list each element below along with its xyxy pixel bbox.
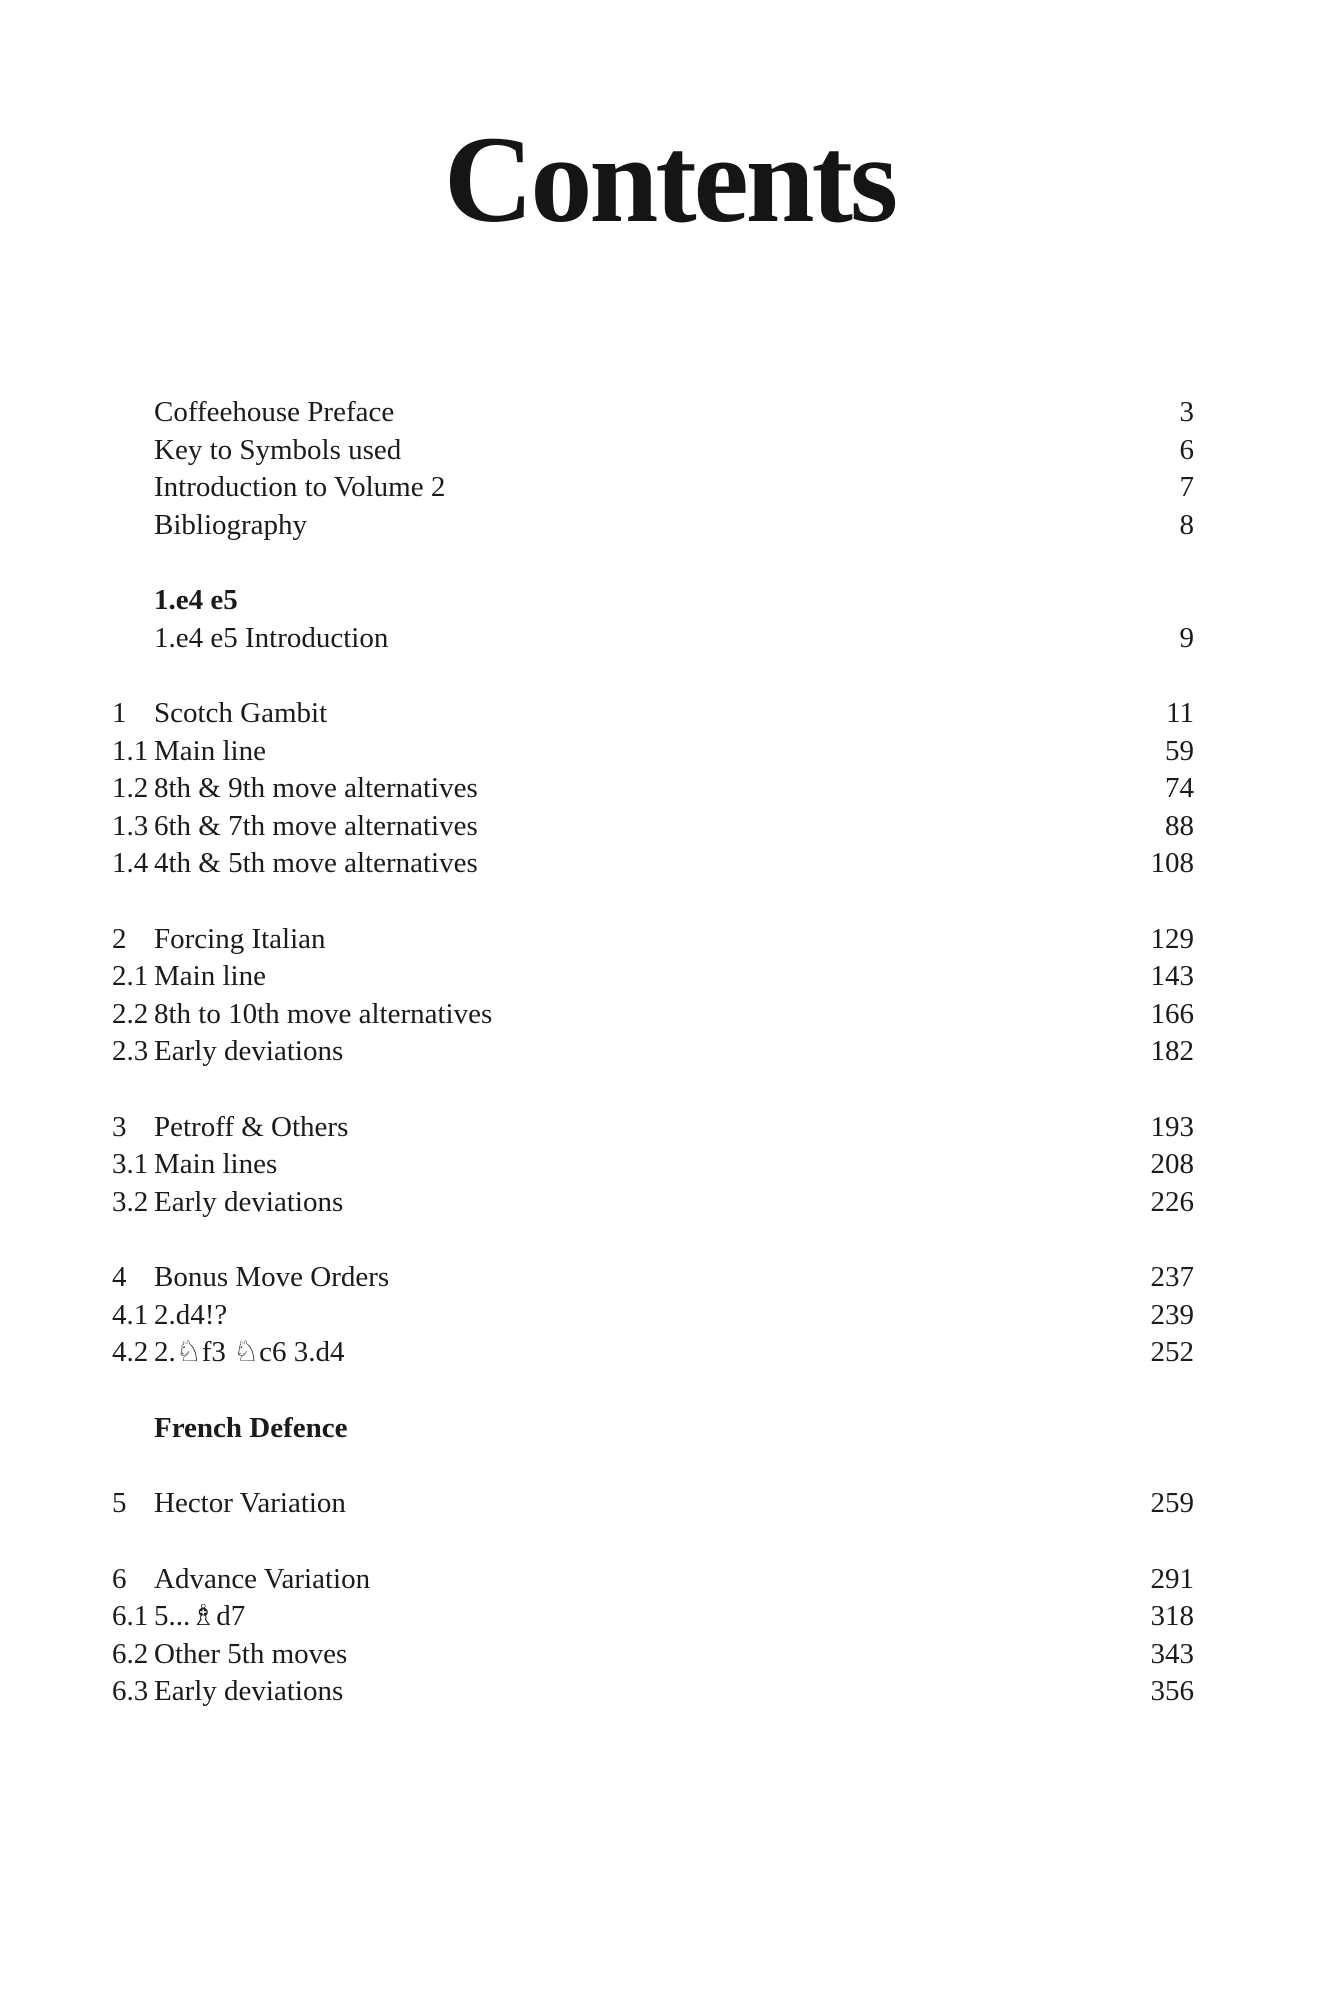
toc-entry-page: 74 (1165, 772, 1194, 805)
toc-entry-page: 7 (1179, 471, 1194, 504)
toc-entry-title: Hector Variation (154, 1487, 346, 1520)
toc-row (112, 469, 1194, 507)
toc-entry-number: 1.2 (112, 772, 149, 805)
toc-entry-title: 8th to 10th move alternatives (154, 997, 493, 1030)
toc-group (112, 695, 1194, 883)
toc-row (112, 1146, 1194, 1184)
toc-row (112, 1561, 1194, 1599)
toc-row (112, 1109, 1194, 1147)
toc-entry-number: 1.1 (112, 734, 149, 767)
toc-entry-page: 226 (1150, 1185, 1194, 1218)
toc-entry-number: 6.1 (112, 1600, 149, 1633)
toc-entry-page: 252 (1150, 1336, 1194, 1369)
toc-group (112, 1485, 1194, 1523)
toc-entry-title: Bonus Move Orders (154, 1261, 390, 1294)
toc-entry-page: 108 (1150, 847, 1194, 880)
toc-entry-page: 318 (1150, 1600, 1194, 1633)
toc-entry-title: Introduction to Volume 2 (154, 471, 446, 504)
toc-entry-number: 1.4 (112, 847, 149, 880)
toc-entry-page: 6 (1179, 433, 1194, 466)
toc-row (112, 733, 1194, 771)
toc-entry-page: 11 (1166, 697, 1194, 730)
toc-row (112, 996, 1194, 1034)
toc-entry-title: Bibliography (154, 508, 308, 541)
toc-row (112, 1033, 1194, 1071)
toc-entry-title: Main line (154, 960, 266, 993)
toc-entry-number: 2.2 (112, 997, 149, 1030)
toc-entry-number: 6 (112, 1562, 127, 1595)
toc-entry-title: Early deviations (154, 1035, 344, 1068)
toc-row (112, 1184, 1194, 1222)
toc-row (112, 394, 1194, 432)
toc-entry-page: 239 (1150, 1298, 1194, 1331)
toc-entry-page: 182 (1150, 1035, 1194, 1068)
toc-row (112, 921, 1194, 959)
contents-page (0, 112, 1339, 1711)
toc-entry-title: 4th & 5th move alternatives (154, 847, 478, 880)
toc-row (112, 958, 1194, 996)
toc-entry-number: 6.3 (112, 1675, 149, 1708)
toc-row (112, 620, 1194, 658)
toc-entry-title: Scotch Gambit (154, 697, 328, 730)
toc-group (112, 1109, 1194, 1222)
toc-entry-number: 3.2 (112, 1185, 149, 1218)
toc-entry-number: 2.3 (112, 1035, 149, 1068)
toc-entry-page: 59 (1165, 734, 1194, 767)
toc-entry-number: 3 (112, 1110, 127, 1143)
toc-entry-number: 2 (112, 922, 127, 955)
toc-entry-page: 291 (1150, 1562, 1194, 1595)
toc-entry-page: 9 (1179, 621, 1194, 654)
toc-row (112, 507, 1194, 545)
toc-entry-number: 4.2 (112, 1336, 149, 1369)
toc-group (112, 1259, 1194, 1372)
toc-row (112, 695, 1194, 733)
toc-entry-title: Main line (154, 734, 266, 767)
toc-entry-page: 129 (1150, 922, 1194, 955)
toc-entry-title: Coffeehouse Preface (154, 396, 395, 429)
toc-group (112, 921, 1194, 1071)
toc-entry-title: Early deviations (154, 1675, 344, 1708)
toc-entry-number: 1 (112, 697, 127, 730)
toc-entry-title: 6th & 7th move alternatives (154, 809, 478, 842)
toc-group (112, 1561, 1194, 1711)
toc-entry-title: Forcing Italian (154, 922, 326, 955)
toc-row (112, 845, 1194, 883)
toc-row (112, 1673, 1194, 1711)
toc-entry-title: 1.e4 e5 Introduction (154, 621, 389, 654)
toc-entry-page: 343 (1150, 1637, 1194, 1670)
toc-entry-number: 4.1 (112, 1298, 149, 1331)
toc-entry-title: 2.♘f3 ♘c6 3.d4 (154, 1336, 345, 1369)
toc-group (112, 394, 1194, 544)
toc-entry-number: 2.1 (112, 960, 149, 993)
toc-row (112, 1259, 1194, 1297)
toc-entry-number: 4 (112, 1261, 127, 1294)
toc-entry-page: 208 (1150, 1148, 1194, 1181)
toc-row (112, 1636, 1194, 1674)
toc-entry-title: Petroff & Others (154, 1110, 349, 1143)
toc-row (112, 770, 1194, 808)
toc-entry-title: Advance Variation (154, 1562, 371, 1595)
toc-entry-page: 88 (1165, 809, 1194, 842)
toc-entry-title: Main lines (154, 1148, 278, 1181)
toc-row (112, 1410, 1194, 1448)
toc-row (112, 808, 1194, 846)
toc-group (112, 582, 1194, 657)
toc-entry-number: 5 (112, 1487, 127, 1520)
toc-row (112, 432, 1194, 470)
toc-entry-page: 143 (1150, 960, 1194, 993)
toc-entry-number: 3.1 (112, 1148, 149, 1181)
toc-row (112, 1598, 1194, 1636)
toc-row (112, 1334, 1194, 1372)
toc-entry-page: 166 (1150, 997, 1194, 1030)
toc-entry-number: 6.2 (112, 1637, 149, 1670)
toc-entry-page: 237 (1150, 1261, 1194, 1294)
toc-entry-title: 1.e4 e5 (154, 584, 238, 617)
toc-entry-title: French Defence (154, 1411, 348, 1444)
toc-row (112, 582, 1194, 620)
toc-entry-page: 259 (1150, 1487, 1194, 1520)
toc-entry-title: Key to Symbols used (154, 433, 402, 466)
toc-row (112, 1485, 1194, 1523)
toc-row (112, 1297, 1194, 1335)
toc-entry-page: 356 (1150, 1675, 1194, 1708)
table-of-contents (112, 394, 1194, 1711)
toc-entry-title: 8th & 9th move alternatives (154, 772, 478, 805)
page-title: Contents (443, 111, 896, 248)
toc-group (112, 1410, 1194, 1448)
toc-entry-title: 5...♗d7 (154, 1600, 246, 1633)
toc-entry-page: 3 (1179, 396, 1194, 429)
toc-entry-title: Other 5th moves (154, 1637, 348, 1670)
toc-entry-page: 193 (1150, 1110, 1194, 1143)
toc-entry-number: 1.3 (112, 809, 149, 842)
toc-entry-title: 2.d4!? (154, 1298, 228, 1331)
toc-entry-page: 8 (1179, 508, 1194, 541)
toc-entry-title: Early deviations (154, 1185, 344, 1218)
